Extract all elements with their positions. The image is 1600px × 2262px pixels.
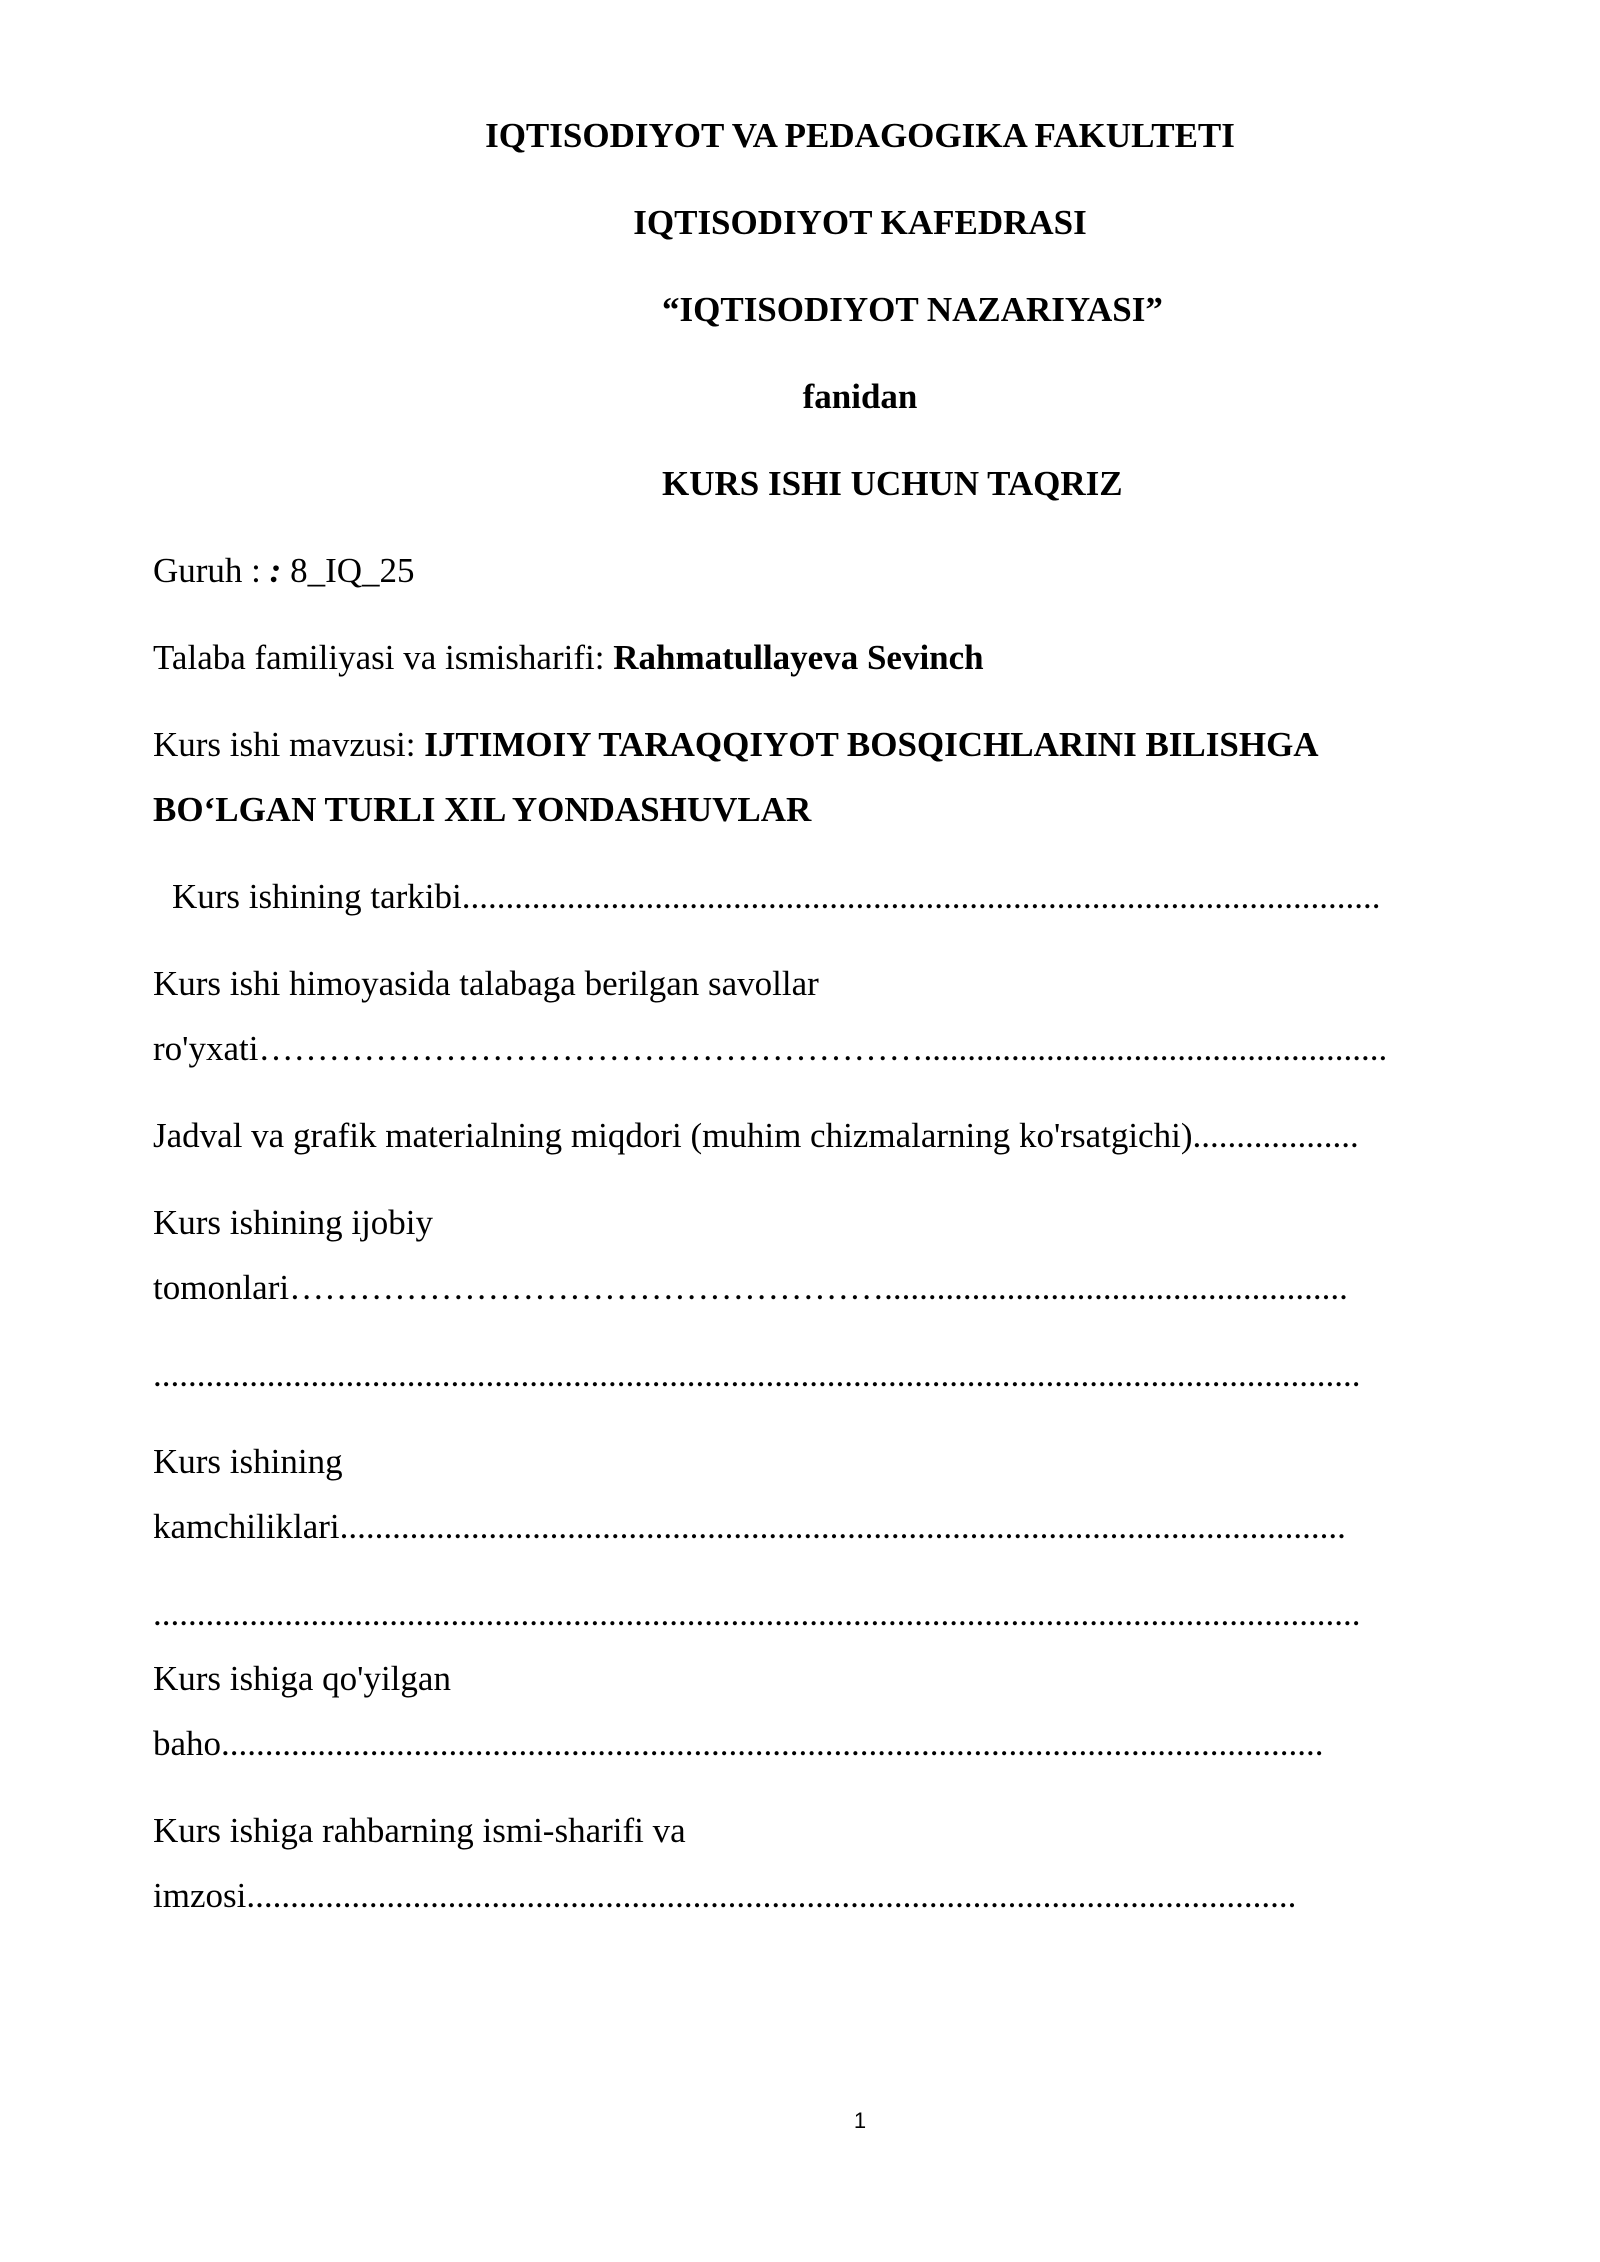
supervisor-label: Kurs ishiga rahbarning ismi-sharifi va: [153, 1811, 686, 1850]
department-heading: IQTISODIYOT KAFEDRASI: [633, 203, 1087, 242]
structure-field: Kurs ishining tarkibi.........................................................................................................: [172, 877, 1381, 916]
shortcomings-label: Kurs ishining: [153, 1442, 343, 1481]
positive-field: tomonlari…………………………………………….....................................................: [153, 1268, 1348, 1307]
subject-heading: “IQTISODIYOT NAZARIYASI”: [662, 290, 1163, 329]
student-name: Rahmatullayeva Sevinch: [613, 638, 984, 677]
grade-field: baho..............................................................................................................................: [153, 1724, 1324, 1763]
shortcomings-field-continuation: ..........................................................................................................................................: [153, 1594, 1361, 1633]
topic-label: Kurs ishi mavzusi:: [153, 725, 416, 764]
topic-value-line2: BO‘LGAN TURLI XIL YONDASHUVLAR: [153, 790, 812, 829]
page-number: 1: [853, 2108, 867, 2133]
questions-label: Kurs ishi himoyasida talabaga berilgan savollar: [153, 964, 819, 1003]
grade-label: Kurs ishiga qo'yilgan: [153, 1659, 451, 1698]
group-row: [153, 549, 415, 593]
student-label: Talaba familiyasi va ismisharifi:: [153, 638, 605, 677]
subject-suffix: fanidan: [802, 377, 918, 416]
questions-field: ro'yxati………………………………………………….....................................................: [153, 1029, 1388, 1068]
tables-field: Jadval va grafik materialning miqdori (muhim chizmalarning ko'rsatgichi)...................: [153, 1116, 1359, 1155]
supervisor-signature-field: imzosi........................................................................................................................: [153, 1876, 1297, 1915]
positive-field-continuation: ..........................................................................................................................................: [153, 1355, 1361, 1394]
topic-row: [153, 723, 1319, 767]
positive-label: Kurs ishining ijobiy: [153, 1203, 434, 1242]
group-colon: :: [269, 551, 282, 590]
faculty-heading: IQTISODIYOT VA PEDAGOGIKA FAKULTETI: [485, 116, 1235, 155]
group-value: 8_IQ_25: [290, 551, 415, 590]
group-label: Guruh :: [153, 551, 261, 590]
topic-value-line1: IJTIMOIY TARAQQIYOT BOSQICHLARINI BILISHGA: [424, 725, 1319, 764]
shortcomings-field: kamchiliklari...................................................................................................................: [153, 1507, 1346, 1546]
student-row: [153, 636, 984, 680]
document-title: KURS ISHI UCHUN TAQRIZ: [662, 464, 1123, 503]
